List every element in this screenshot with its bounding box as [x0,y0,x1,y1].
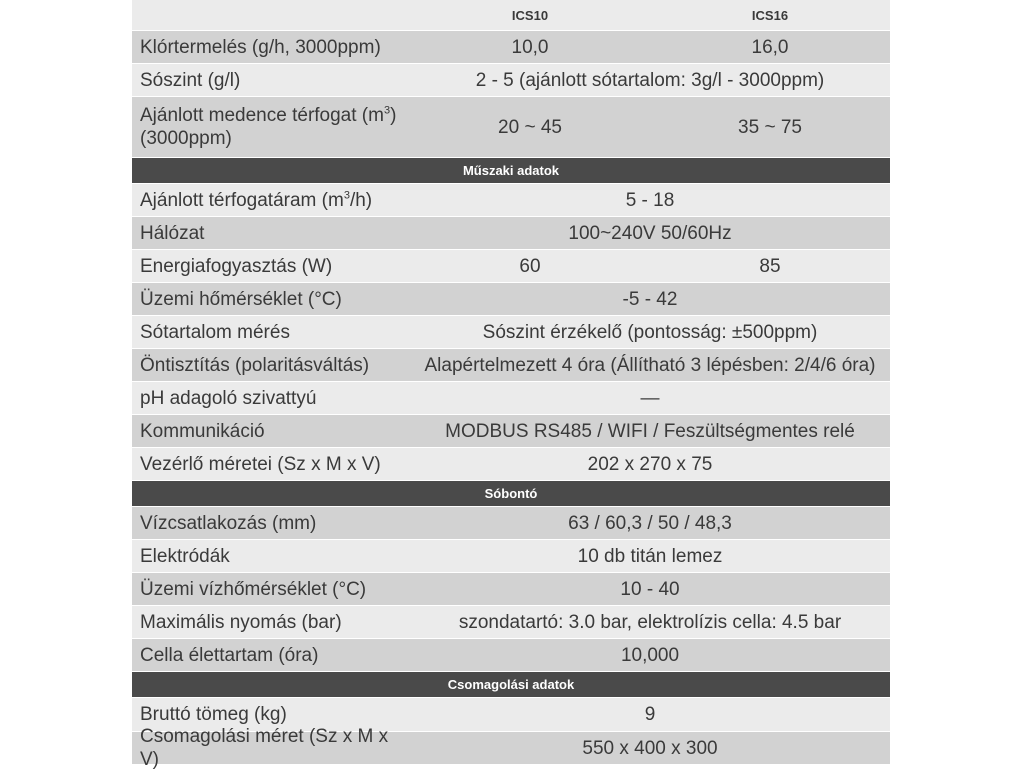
row-value: 5 - 18 [625,189,675,211]
section-title: Csomagolási adatok [447,677,575,692]
row-value: szondatartó: 3.0 bar, elektrolízis cella: 4.5 bar [458,611,842,633]
section-title: Sóbontó [484,486,538,501]
row-label-part: ) [390,105,397,126]
row-value: 2 - 5 (ajánlott sótartalom: 3g/l - 3000ppm) [475,69,825,91]
superscript: 3 [343,189,350,202]
table-row [132,316,890,349]
table-row [132,97,890,158]
row-label: Maximális nyomás (bar) [140,611,342,633]
table-row [132,31,890,64]
row-label: Csomagolási méret (Sz x M x V) [140,726,389,770]
row-label-part: Ajánlott medence térfogat (m [140,105,384,126]
row-value: -5 - 42 [622,288,678,310]
row-label: pH adagoló szivattyú [140,387,317,409]
row-value: Sószint érzékelő (pontosság: ±500ppm) [482,321,818,343]
row-value-ics16: 35 ~ 75 [738,116,802,138]
table-row [132,415,890,448]
row-value: 550 x 400 x 300 [582,737,718,759]
row-value: 100~240V 50/60Hz [568,222,732,244]
row-value: 10,000 [620,644,680,666]
section-title: Műszaki adatok [462,163,560,178]
row-label-part: (3000ppm) [140,128,232,149]
row-label: Öntisztítás (polaritásváltás) [140,354,370,376]
row-value-ics10: 10,0 [511,36,549,58]
row-value: 63 / 60,3 / 50 / 48,3 [568,512,732,534]
spec-table [132,0,890,770]
row-label: Vízcsatlakozás (mm) [140,512,317,534]
table-row [132,507,890,540]
table-row [132,217,890,250]
table-row [132,573,890,606]
row-label: Klórtermelés (g/h, 3000ppm) [140,36,381,58]
table-row [132,448,890,481]
table-row [132,283,890,316]
row-label: Üzemi vízhőmérséklet (°C) [140,578,367,600]
row-label: Energiafogyasztás (W) [140,255,333,277]
row-value: — [640,387,660,409]
table-row [132,349,890,382]
row-label: Sószint (g/l) [140,69,241,91]
row-value-ics16: 85 [759,255,781,277]
row-label [132,104,410,150]
row-value: Alapértelmezett 4 óra (Állítható 3 lépésben: 2/4/6 óra) [424,354,876,376]
section-header-technical [132,158,890,184]
table-row [132,250,890,283]
table-row [132,382,890,415]
row-value: 202 x 270 x 75 [587,453,713,475]
row-label: Elektródák [140,545,230,567]
row-value: MODBUS RS485 / WIFI / Feszültségmentes relé [445,420,855,442]
row-label: Vezérlő méretei (Sz x M x V) [140,453,381,475]
table-row [132,540,890,573]
table-header-row [132,0,890,31]
row-label: Hálózat [140,222,205,244]
table-row [132,606,890,639]
row-value-ics16: 16,0 [751,36,789,58]
row-label: Kommunikáció [140,420,265,442]
header-ics16: ICS16 [751,7,789,23]
table-row [132,639,890,672]
row-label: Sótartalom mérés [140,321,290,343]
row-value-ics10: 60 [519,255,541,277]
row-label [132,189,410,212]
row-label: Cella élettartam (óra) [140,644,319,666]
row-label: Üzemi hőmérséklet (°C) [140,288,342,310]
row-value-ics10: 20 ~ 45 [498,116,562,138]
header-ics10: ICS10 [511,7,549,23]
row-label-part: /h) [349,189,373,211]
section-header-packaging [132,672,890,698]
row-value: 10 - 40 [620,578,680,600]
superscript: 3 [383,104,391,117]
section-header-cell [132,481,890,507]
row-value: 9 [644,704,656,725]
row-label-part: Ajánlott térfogatáram (m [140,189,344,211]
row-value: 10 db titán lemez [577,545,723,567]
table-row [132,184,890,217]
table-row [132,726,890,770]
row-label: Bruttó tömeg (kg) [140,704,287,725]
table-row [132,64,890,97]
